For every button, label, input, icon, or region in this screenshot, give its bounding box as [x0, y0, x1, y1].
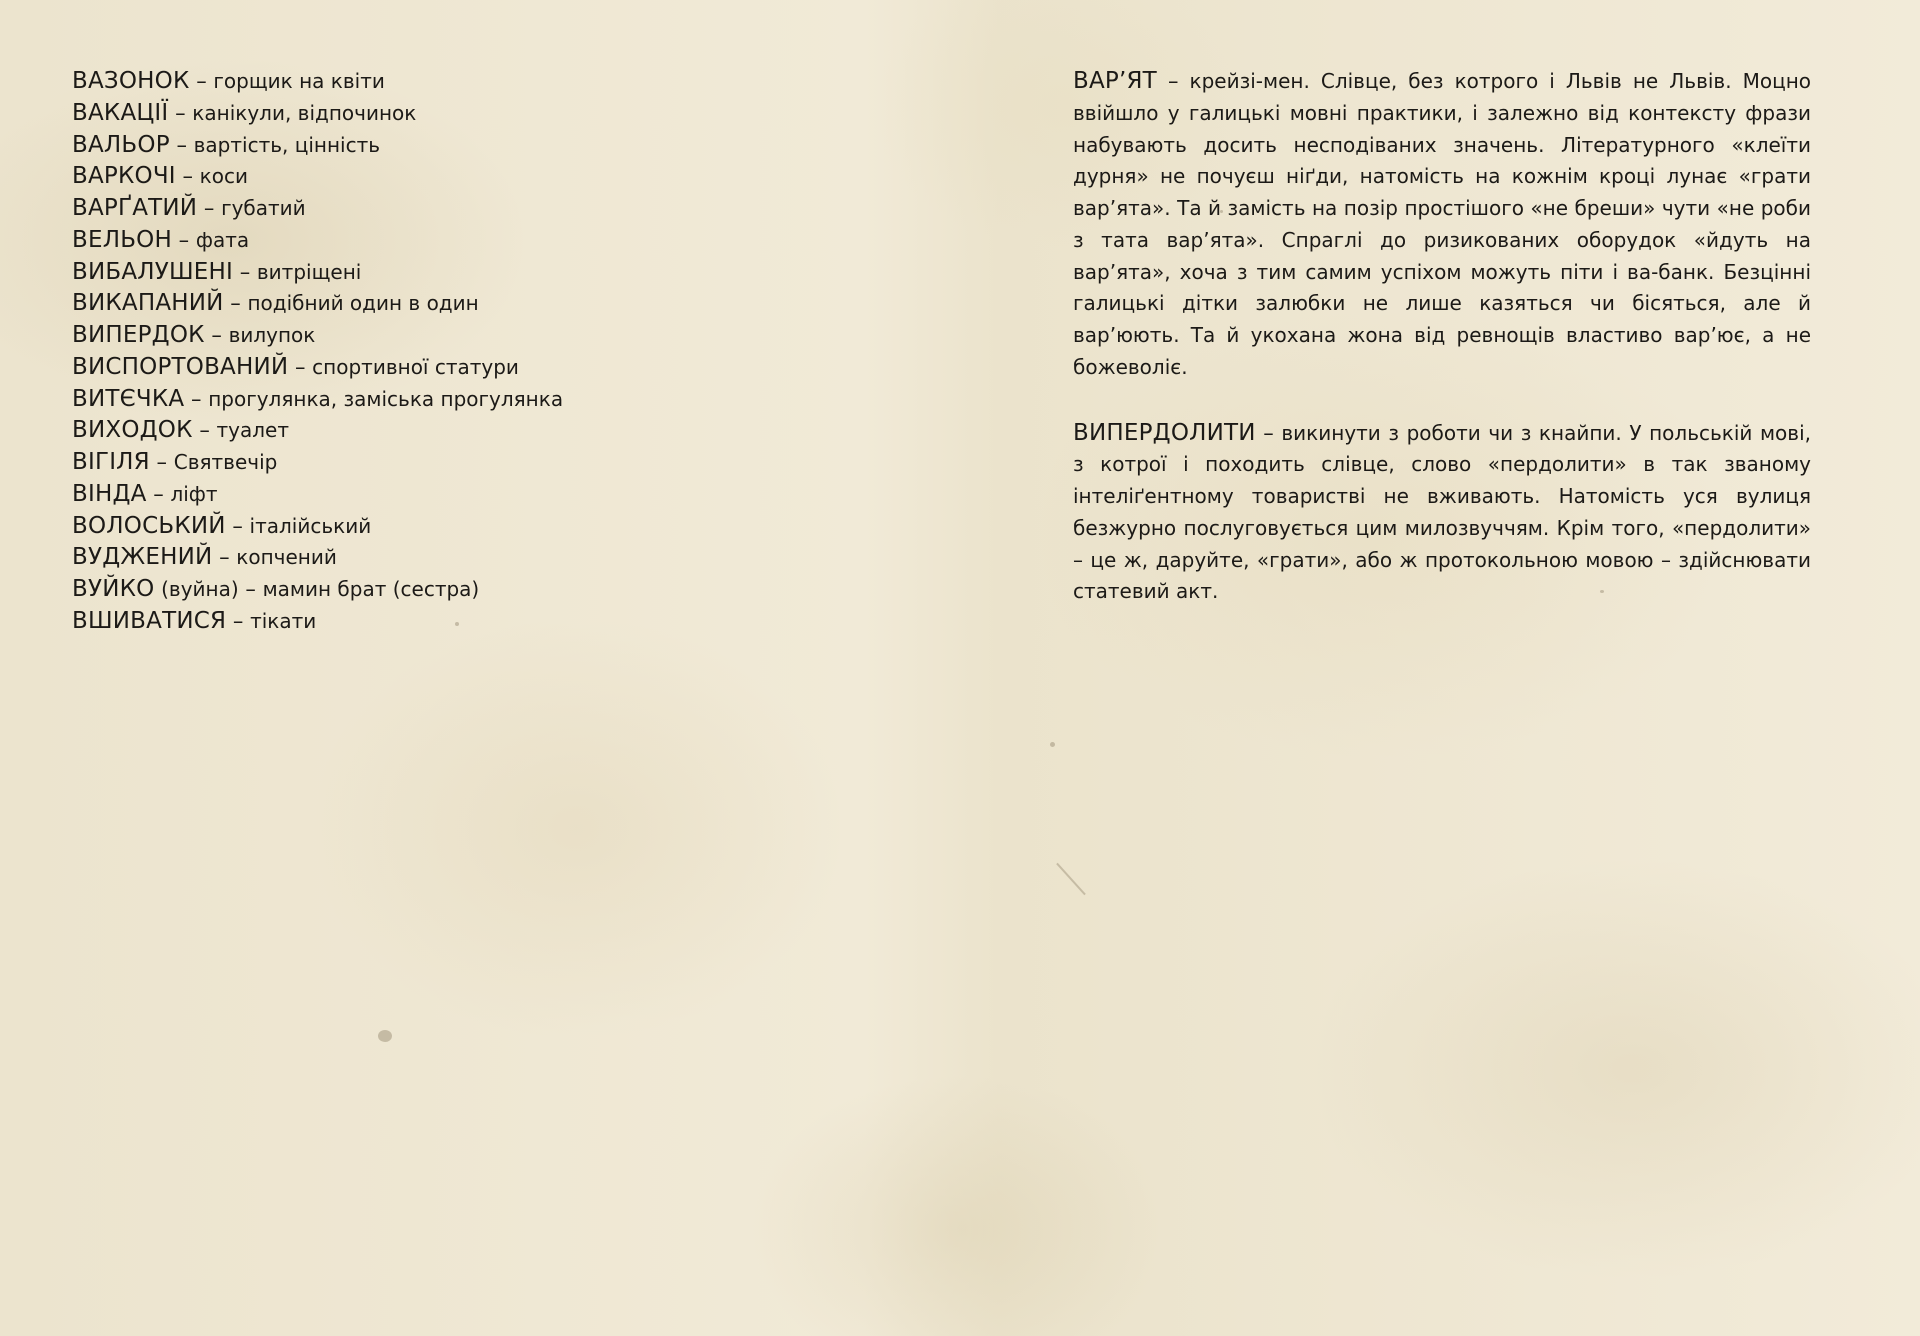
glossary-definition: мамин брат (сестра) [262, 577, 480, 601]
glossary-definition: вартість, цінність [193, 132, 381, 157]
glossary-separator: – [156, 450, 168, 474]
glossary-term: ВИКАПАНИЙ [72, 290, 224, 317]
glossary-separator: – [178, 227, 190, 252]
glossary-separator: – [294, 354, 306, 379]
glossary-definition: тікати [250, 608, 317, 633]
glossary-term: ВОЛОСЬКИЙ [72, 512, 226, 539]
glossary-term: ВІНДА [72, 480, 147, 507]
glossary-definition: горщик на квіти [213, 69, 385, 93]
glossary-term: ВИСПОРТОВАНИЙ [72, 353, 289, 380]
glossary-definition: ліфт [170, 481, 218, 506]
dictionary-entry [1073, 66, 1811, 384]
glossary-term: ВАЗОНОК [72, 68, 190, 94]
glossary-entry [72, 542, 563, 574]
glossary-term: ВИТЄЧКА [72, 385, 185, 412]
entry-separator: – [1263, 420, 1274, 445]
glossary-entry [72, 161, 563, 193]
glossary-entry [72, 225, 563, 257]
glossary-term: ВУДЖЕНИЙ [72, 544, 213, 571]
glossary-separator: – [230, 291, 241, 316]
dictionary-entry [1073, 418, 1811, 609]
glossary-entry [72, 415, 563, 447]
glossary-term: ВУЙКО [72, 576, 155, 602]
glossary-entry [72, 320, 563, 352]
glossary-separator: – [199, 418, 210, 443]
glossary-separator: – [196, 69, 207, 93]
glossary-separator: – [232, 513, 243, 538]
glossary-definition: Святвечір [173, 450, 278, 474]
glossary-separator: – [232, 608, 244, 633]
glossary-definition: губатий [221, 196, 306, 220]
glossary-entry [72, 66, 563, 98]
glossary-separator: – [153, 481, 164, 506]
entry-term: ВИПЕРДОЛИТИ [1073, 419, 1256, 446]
glossary-separator: – [191, 386, 202, 411]
glossary-term: ВАРҐАТИЙ [72, 195, 198, 221]
glossary-term-note: (вуйна) [161, 577, 239, 601]
glossary-definition: фата [195, 227, 250, 252]
glossary-definition: вилупок [228, 323, 316, 347]
glossary-definition: витріщені [256, 259, 362, 284]
glossary-separator: – [219, 545, 230, 570]
entry-definition: крейзі-мен. Слівце, без котрого і Львів не Львів. Моцно ввійшло у галицькі мовні практики, і залежно від контексту фрази набувають досить несподіваних значень. Літературного «клеїти дурня» не почуєш ніґди, натомість на кожнім кроці лунає «грати вар’ята». Та й замість на позір простішого «не бреши» чути «не роби з тата вар’ята». Спраглі до ризикованих оборудок «йдуть на вар’ята», хоча з тим самим успіхом можуть піти і ва-банк. Безцінні галицькі дітки залюбки не лише казяться чи бісяться, але й вар’юють. Та й укохана жона від ревнощів властиво вар’ює, а не божеволіє. [1073, 69, 1812, 379]
glossary-entry [72, 130, 563, 162]
glossary-term: ВАКАЦІЇ [72, 99, 169, 126]
glossary-term: ВАЛЬОР [72, 131, 170, 158]
glossary-entry [72, 606, 563, 638]
glossary-entry [72, 193, 563, 225]
glossary-term: ВІГІЛЯ [72, 449, 150, 475]
glossary-definition: подібний один в один [247, 291, 479, 316]
glossary-definition: туалет [216, 418, 290, 443]
glossary-term: ВЕЛЬОН [72, 226, 172, 253]
right-page [960, 0, 1920, 1336]
glossary-definition: прогулянка, заміська прогулянка [208, 386, 564, 411]
glossary-separator: – [182, 164, 193, 189]
glossary-entry [72, 288, 563, 320]
entry-separator: – [1167, 69, 1179, 93]
glossary-separator: – [176, 132, 187, 157]
glossary-entry [72, 479, 563, 511]
glossary-entry [72, 98, 563, 130]
glossary-separator: – [245, 577, 256, 601]
glossary-list [72, 66, 563, 638]
glossary-term: ВАРКОЧІ [72, 163, 176, 190]
glossary-definition: італійський [249, 513, 372, 538]
dictionary-entries [1073, 66, 1811, 642]
glossary-term: ВШИВАТИСЯ [72, 607, 227, 634]
glossary-separator: – [211, 323, 222, 347]
entry-term: ВАР’ЯТ [1073, 68, 1157, 94]
glossary-entry [72, 511, 563, 543]
glossary-definition: канікули, відпочинок [192, 100, 417, 125]
glossary-separator: – [239, 259, 251, 284]
glossary-entry [72, 384, 563, 416]
glossary-definition: спортивної статури [312, 354, 519, 379]
glossary-definition: копчений [236, 545, 337, 570]
glossary-term: ВИХОДОК [72, 417, 193, 444]
glossary-entry [72, 447, 563, 479]
glossary-separator: – [203, 196, 215, 220]
glossary-entry [72, 574, 563, 606]
glossary-separator: – [175, 100, 186, 125]
glossary-definition: коси [199, 164, 248, 189]
glossary-term: ВИБАЛУШЕНІ [72, 258, 234, 285]
glossary-entry [72, 352, 563, 384]
entry-definition: викинути з роботи чи з кнайпи. У польській мові, з котрої і походить слівце, слово «пердолити» в так званому інтеліґентному товаристві не вживають. Натомість уся вулиця безжурно послуговується цим милозвуччям. Крім того, «пердолити» – це ж, даруйте, «грати», або ж протокольною мовою – здійснювати статевий акт. [1073, 420, 1811, 604]
glossary-term: ВИПЕРДОК [72, 322, 205, 348]
glossary-entry [72, 257, 563, 289]
